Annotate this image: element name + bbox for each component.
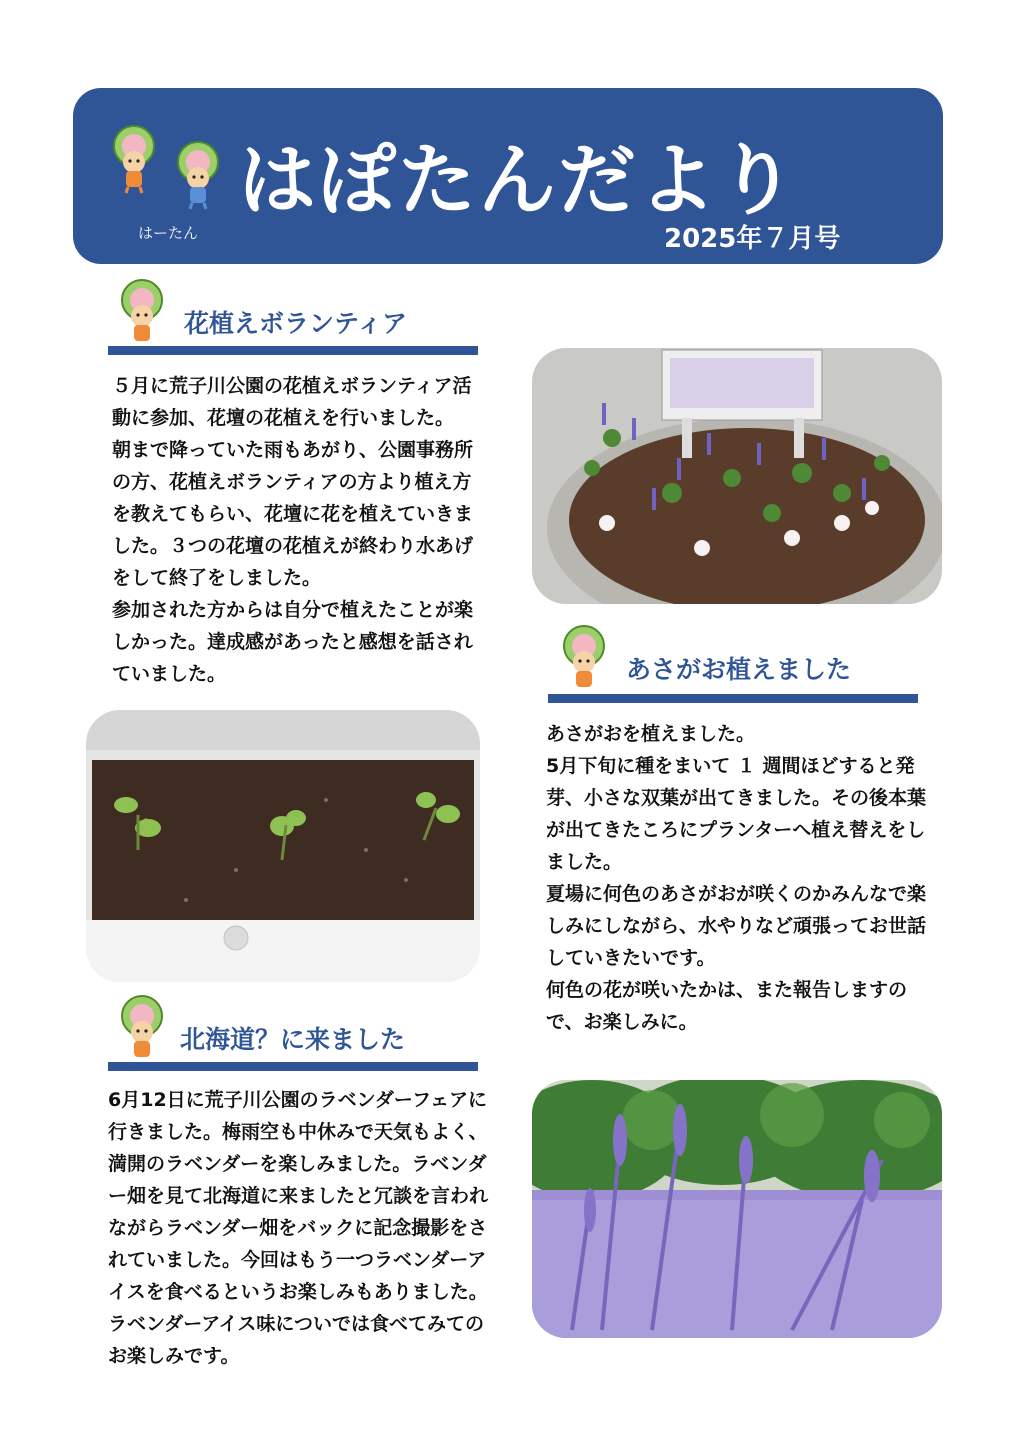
paragraph: 6月12日に荒子川公園のラベンダーフェアに行きました。梅雨空も中休みで天気もよく、満開のラベンダーを楽しみました。ラベンダー畑を見て北海道に来ましたと冗談を言われながらラベンダー畑をバックに記念撮影をされていました。今回はもう一つラベンダーアイスを食べるというお楽しみもありました。ラベンダーアイス味についでは食べてみてのお楽しみです。 — [108, 1089, 489, 1367]
lavender-photo — [532, 1080, 942, 1338]
section-divider — [108, 346, 478, 355]
section-body-morning-glory — [546, 718, 928, 1038]
paragraph: 5月下旬に種をまいて １ 週間ほどすると発芽、小さな双葉が出てきました。その後本葉が出てきたころにプランターへ植え替えをしました。 — [546, 755, 927, 873]
mascot-icon — [112, 278, 172, 348]
newsletter-title: はぽたんだより — [238, 136, 799, 226]
seedling-photo — [86, 710, 480, 982]
paragraph: 朝まで降っていた雨もあがり、公園事務所の方、花植えボランティアの方より植え方を教えてもらい、花壇に花を植えていきました。３つの花壇の花植えが終わり水あげをして終了をしました。 — [112, 439, 474, 589]
section-title-morning-glory: あさがお植えました — [626, 655, 852, 684]
mascot-icon — [168, 140, 228, 210]
section-divider — [548, 694, 918, 703]
mascot-icon — [554, 624, 614, 694]
mascot-icon — [104, 124, 164, 194]
flowerbed-photo — [532, 348, 942, 604]
mascot-caption: はーたん — [138, 224, 199, 242]
paragraph: ５月に荒子川公園の花植えボランティア活動に参加、花壇の花植えを行いました。 — [112, 375, 472, 429]
paragraph: 参加された方からは自分で植えたことが楽しかった。達成感があったと感想を話されていました。 — [112, 599, 474, 685]
paragraph: 夏場に何色のあさがおが咲くのかみんなで楽しみにしながら、水やりなど頑張ってお世話していきたいです。 — [546, 883, 927, 969]
section-body-hokkaido — [108, 1084, 492, 1372]
mascot-icon — [112, 994, 172, 1064]
paragraph: 何色の花が咲いたかは、また報告しますので、お楽しみに。 — [546, 979, 908, 1033]
paragraph: あさがおを植えました。 — [546, 723, 756, 745]
section-title-hokkaido: 北海道？に来ました — [180, 1025, 406, 1054]
section-body-flower-planting — [112, 370, 488, 690]
section-title-flower-planting: 花植えボランティア — [184, 309, 408, 338]
issue-date: 2025年７月号 — [664, 224, 841, 254]
section-divider — [108, 1062, 478, 1071]
